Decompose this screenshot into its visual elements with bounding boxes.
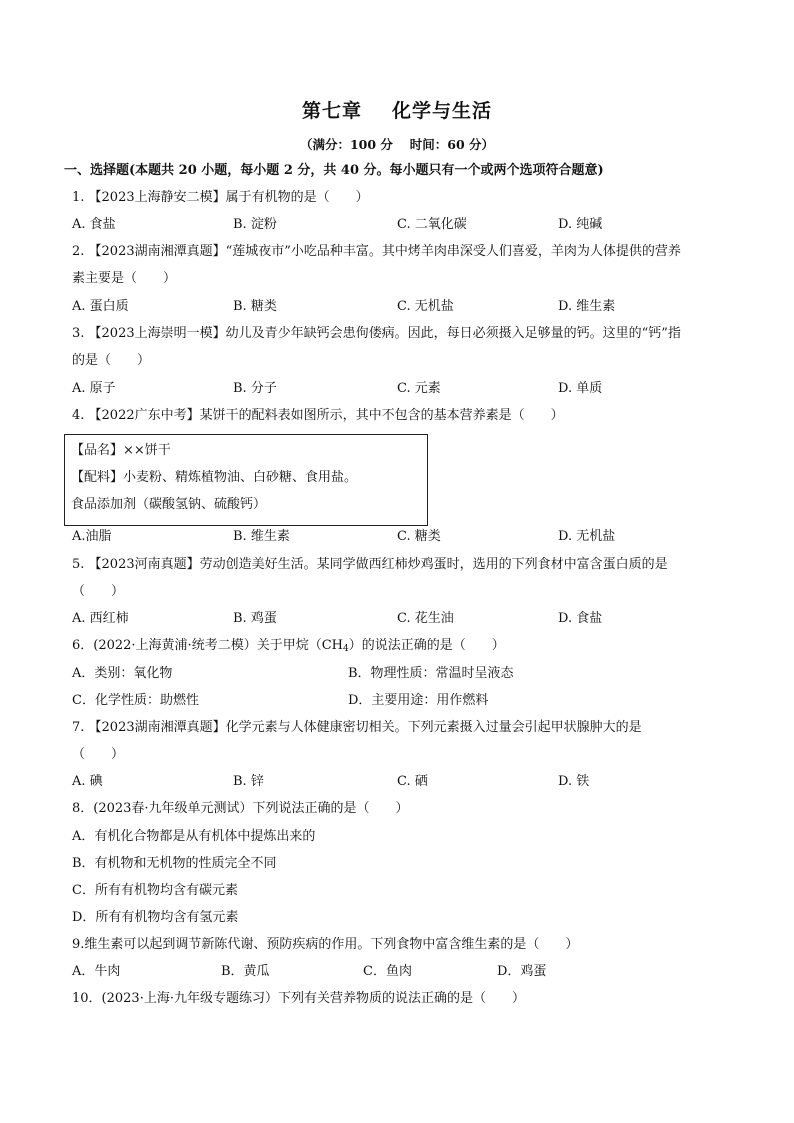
question-2-stem-line1: 2. 【2023湖南湘潭真题】“莲城夜市”小吃品种丰富。其中烤羊肉串深受人们喜爱，羊肉为人体提供的营养 — [72, 244, 681, 259]
question-7-stem-line2: （ ） — [72, 747, 125, 762]
question-6-stem — [72, 637, 505, 658]
question-7-option-b: B. 锌 — [233, 774, 264, 789]
ingredient-label-box — [64, 434, 428, 526]
question-5-option-a: A. 西红柿 — [72, 611, 129, 626]
question-3-option-d: D. 单质 — [558, 381, 603, 396]
question-9-option-a: A．牛肉 — [72, 964, 121, 979]
question-7-option-d: D. 铁 — [558, 774, 590, 789]
question-4-stem: 4. 【2022广东中考】某饼干的配料表如图所示，其中不包含的基本营养素是（ ） — [72, 408, 564, 423]
question-6-option-d: D．主要用途：用作燃料 — [348, 693, 489, 708]
ingredient-list: 【配料】小麦粉、精炼植物油、白砂糖、食用盐。 — [71, 470, 358, 485]
question-3-option-a: A. 原子 — [72, 381, 116, 396]
question-1-stem: 1. 【2023上海静安二模】属于有机物的是（ ） — [72, 190, 369, 205]
question-2-option-d: D. 维生素 — [558, 299, 616, 314]
question-2-option-b: B. 糖类 — [233, 299, 277, 314]
question-7-stem-line1: 7. 【2023湖南湘潭真题】化学元素与人体健康密切相关。下列元素摄入过量会引起甲状腺肿大的是 — [72, 720, 642, 735]
question-5-option-d: D. 食盐 — [558, 611, 603, 626]
question-1-option-b: B. 淀粉 — [233, 217, 277, 232]
question-8-option-a: A．有机化合物都是从有机体中提炼出来的 — [72, 829, 316, 844]
question-6-option-b: B．物理性质：常温时呈液态 — [348, 666, 514, 681]
question-3-option-b: B. 分子 — [233, 381, 277, 396]
question-5-stem-line2: （ ） — [72, 584, 125, 599]
question-9-option-b: B．黄瓜 — [221, 964, 270, 979]
chapter-name: 化学与生活 — [392, 100, 493, 122]
question-6-stem-part2: ）的说法正确的是（ ） — [348, 638, 505, 653]
question-2-stem-line2: 素主要是（ ） — [72, 271, 177, 286]
page-title — [0, 96, 794, 123]
question-1-option-d: D. 纯碱 — [558, 217, 603, 232]
question-6-option-c: C．化学性质：助燃性 — [72, 693, 199, 708]
question-6-option-a: A．类别：氧化物 — [72, 666, 173, 681]
question-3-stem-line1: 3. 【2023上海崇明一模】幼儿及青少年缺钙会患佝偻病。因此，每日必须摄入足够量的钙。这里的“钙”指 — [72, 326, 681, 341]
question-6-subscript: 4 — [342, 644, 349, 654]
ingredient-additives: 食品添加剂（碳酸氢钠、硫酸钙） — [71, 497, 267, 512]
ingredient-product-name: 【品名】××饼干 — [71, 443, 171, 458]
question-2-option-a: A. 蛋白质 — [72, 299, 129, 314]
chapter-number: 第七章 — [301, 100, 362, 122]
question-3-option-c: C. 元素 — [397, 381, 441, 396]
question-9-option-d: D．鸡蛋 — [497, 964, 547, 979]
question-7-option-c: C. 硒 — [397, 774, 428, 789]
question-4-option-b: B. 维生素 — [233, 529, 290, 544]
question-8-option-b: B．有机物和无机物的性质完全不同 — [72, 856, 277, 871]
question-3-stem-line2: 的是（ ） — [72, 353, 151, 368]
question-5-stem-line1: 5. 【2023河南真题】劳动创造美好生活。某同学做西红柿炒鸡蛋时，选用的下列食材中富含蛋白质的是 — [72, 557, 668, 572]
question-9-stem: 9.维生素可以起到调节新陈代谢、预防疾病的作用。下列食物中富含维生素的是（ ） — [72, 937, 579, 952]
question-5-option-c: C. 花生油 — [397, 611, 454, 626]
question-1-option-c: C. 二氧化碳 — [397, 217, 467, 232]
question-4-option-a: A.油脂 — [72, 529, 112, 544]
question-4-option-d: D. 无机盐 — [558, 529, 616, 544]
section-heading: 一、选择题(本题共 20 小题，每小题 2 分，共 40 分。每小题只有一个或两个选项符合题意) — [64, 163, 604, 178]
question-8-stem: 8．(2023春·九年级单元测试）下列说法正确的是（ ） — [72, 801, 409, 816]
question-7-option-a: A. 碘 — [72, 774, 103, 789]
question-5-option-b: B. 鸡蛋 — [233, 611, 277, 626]
question-6-stem-part1: 6．(2022·上海黄浦·统考二模）关于甲烷（CH — [72, 638, 343, 653]
question-10-stem: 10．(2023·上海·九年级专题练习）下列有关营养物质的说法正确的是（ ） — [72, 991, 525, 1006]
question-8-option-c: C．所有有机物均含有碳元素 — [72, 883, 238, 898]
score-time-info: （满分：100 分 时间：60 分） — [299, 137, 495, 152]
question-2-option-c: C. 无机盐 — [397, 299, 454, 314]
question-8-option-d: D．所有有机物均含有氢元素 — [72, 910, 239, 925]
question-4-option-c: C. 糖类 — [397, 529, 441, 544]
question-1-option-a: A. 食盐 — [72, 217, 116, 232]
question-9-option-c: C．鱼肉 — [363, 964, 412, 979]
